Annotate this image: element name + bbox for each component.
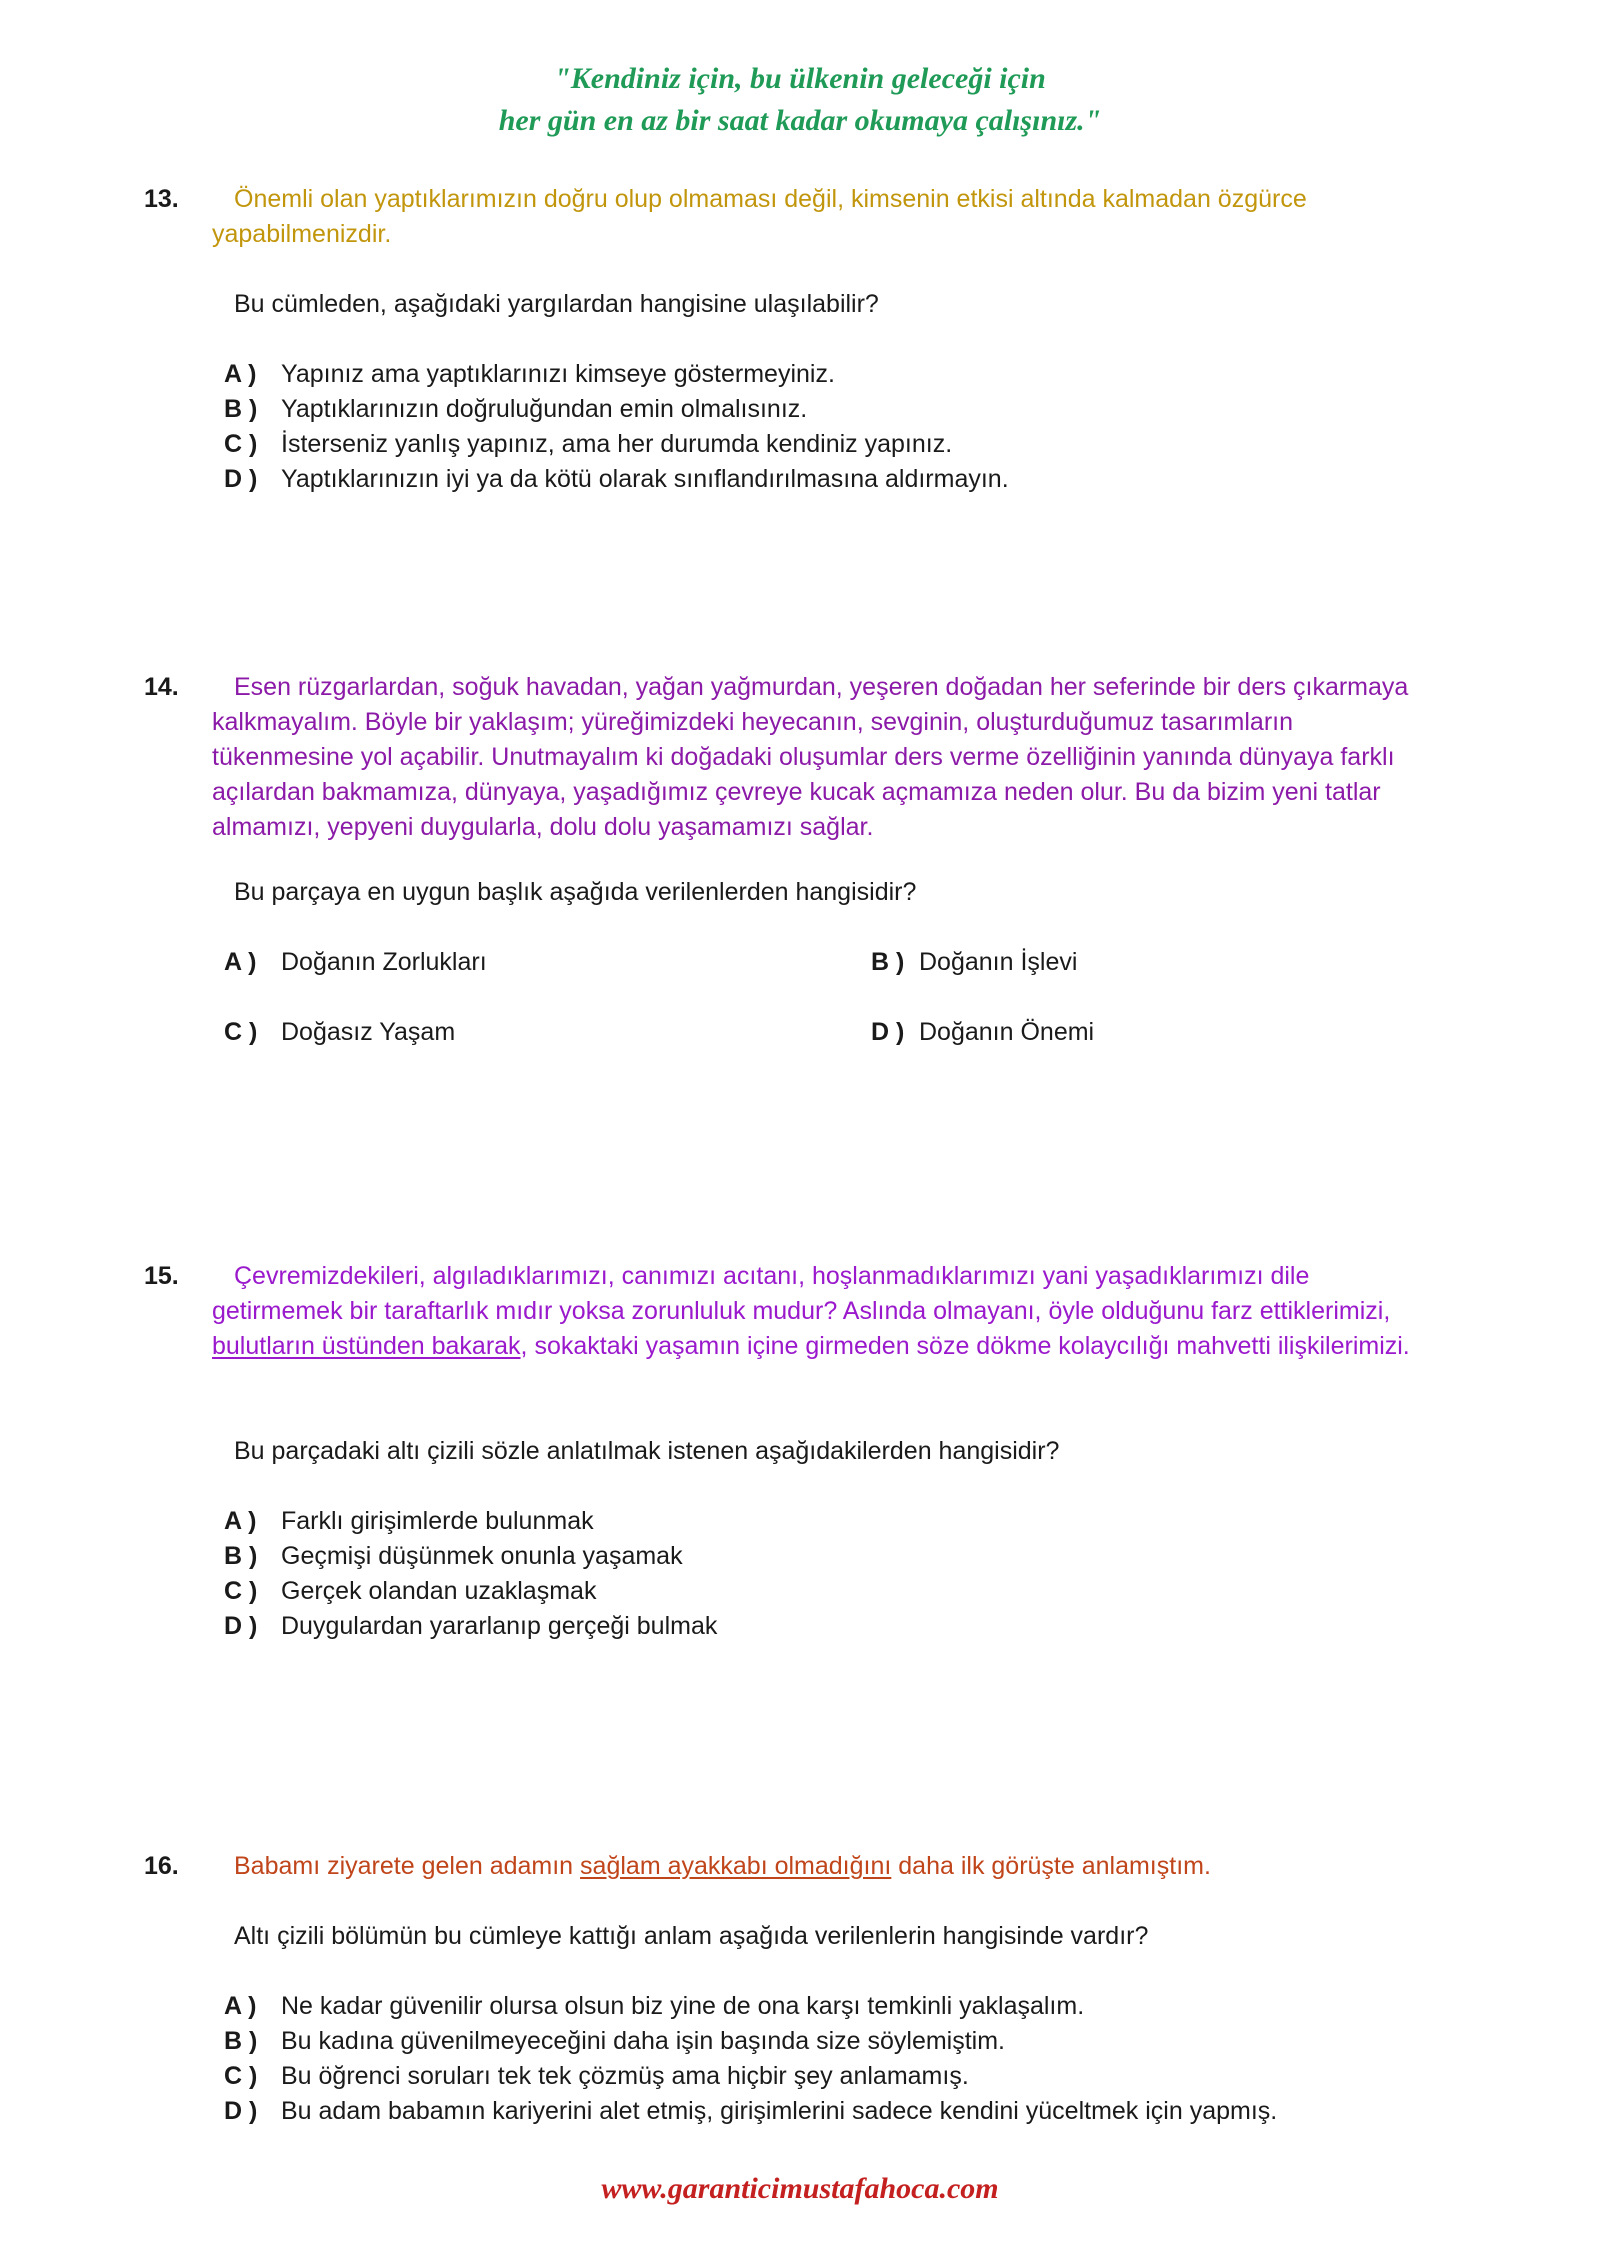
option-a[interactable] <box>224 1504 594 1539</box>
option-b[interactable] <box>224 392 807 427</box>
option-text: Farklı girişimlerde bulunmak <box>281 1507 594 1535</box>
option-d[interactable] <box>224 2094 1277 2129</box>
option-letter: D ) <box>224 465 258 493</box>
option-b[interactable] <box>871 945 1077 980</box>
option-text: Gerçek olandan uzaklaşmak <box>281 1577 597 1605</box>
option-text: Ne kadar güvenilir olursa olsun biz yine de ona karşı temkinli yaklaşalım. <box>281 1992 1085 2020</box>
option-text: Bu öğrenci soruları tek tek çözmüş ama hiçbir şey anlamamış. <box>281 2062 969 2090</box>
question-passage: Önemli olan yaptıklarımızın doğru olup olmaması değil, kimsenin etkisi altında kalmadan özgürce yapabilmenizdir. <box>212 185 1307 248</box>
option-letter: D ) <box>224 1612 258 1640</box>
question-number: 14. <box>144 673 179 701</box>
passage-text: Çevremizdekileri, algıladıklarımızı, canımızı acıtanı, hoşlanmadıklarımızı yani yaşadıklarımızı dile getirmemek bir taraftarlık mıdır yoksa zorunluluk mudur? Aslında olmayanı, öyle olduğunu farz ettiklerimizi, <box>212 1262 1391 1325</box>
question-number: 15. <box>144 1262 179 1290</box>
question-stem: Altı çizili bölümün bu cümleye kattığı anlam aşağıda verilenlerin hangisinde vardır? <box>234 1922 1149 1950</box>
option-letter: A ) <box>224 948 257 976</box>
question-stem: Bu parçaya en uygun başlık aşağıda verilenlerden hangisidir? <box>234 878 917 906</box>
option-text: Yaptıklarınızın iyi ya da kötü olarak sınıflandırılmasına aldırmayın. <box>281 465 1009 493</box>
option-a[interactable] <box>224 1989 1084 2024</box>
option-letter: C ) <box>224 430 258 458</box>
question-passage <box>212 1259 1412 1364</box>
question-stem: Bu parçadaki altı çizili sözle anlatılmak istenen aşağıdakilerden hangisidir? <box>234 1437 1060 1465</box>
option-letter: B ) <box>224 2027 258 2055</box>
option-c[interactable] <box>224 2059 969 2094</box>
passage-text: , sokaktaki yaşamın içine girmeden söze dökme kolaycılığı mahvetti ilişkilerimizi. <box>520 1332 1410 1360</box>
passage-text: daha ilk görüşte anlamıştım. <box>891 1852 1211 1880</box>
option-c[interactable] <box>224 1015 455 1050</box>
option-letter: A ) <box>224 360 257 388</box>
option-text: Yaptıklarınızın doğruluğundan emin olmalısınız. <box>281 395 808 423</box>
question-number: 16. <box>144 1852 179 1880</box>
question-stem: Bu cümleden, aşağıdaki yargılardan hangisine ulaşılabilir? <box>234 290 879 318</box>
passage-text: Babamı ziyarete gelen adamın <box>234 1852 581 1880</box>
question-passage: Esen rüzgarlardan, soğuk havadan, yağan yağmurdan, yeşeren doğadan her seferinde bir ders çıkarmaya kalkmayalım. Böyle bir yaklaşım; yüreğimizdeki heyecanın, sevginin, oluşturduğumuz tasarımların tükenmesine yol açabilir. Unutmayalım ki doğadaki oluşumlar ders verme özelliğinin yanında dünyaya farklı açılardan bakmamıza, dünyaya, yaşadığımız çevreye kucak açmamıza neden olur. Bu da bizim yeni tatlar almamızı, yepyeni duygularla, dolu dolu yaşamamızı sağlar. <box>212 673 1409 841</box>
option-text: Yapınız ama yaptıklarınızı kimseye göstermeyiniz. <box>281 360 835 388</box>
underlined-phrase: bulutların üstünden bakarak <box>212 1332 521 1360</box>
option-b[interactable] <box>224 1539 683 1574</box>
option-letter: A ) <box>224 1507 257 1535</box>
option-text: Bu kadına güvenilmeyeceğini daha işin başında size söylemiştim. <box>281 2027 1005 2055</box>
option-letter: B ) <box>224 395 258 423</box>
motto-header <box>0 58 1600 142</box>
option-letter: A ) <box>224 1992 257 2020</box>
option-text: İsterseniz yanlış yapınız, ama her durumda kendiniz yapınız. <box>281 430 953 458</box>
option-d[interactable] <box>224 1609 717 1644</box>
question-number: 13. <box>144 185 179 213</box>
option-text: Geçmişi düşünmek onunla yaşamak <box>281 1542 683 1570</box>
option-text: Duygulardan yararlanıp gerçeği bulmak <box>281 1612 718 1640</box>
option-letter: B ) <box>871 948 905 976</box>
option-text: Bu adam babamın kariyerini alet etmiş, girişimlerini sadece kendini yüceltmek için yapmış. <box>281 2097 1278 2125</box>
option-c[interactable] <box>224 1574 596 1609</box>
option-letter: B ) <box>224 1542 258 1570</box>
option-a[interactable] <box>224 357 835 392</box>
motto-line-2: her gün en az bir saat kadar okumaya çalışınız." <box>498 104 1102 137</box>
question-passage <box>212 1849 1412 1884</box>
option-c[interactable] <box>224 427 952 462</box>
option-text: Doğanın İşlevi <box>919 948 1078 976</box>
option-d[interactable] <box>871 1015 1094 1050</box>
option-letter: C ) <box>224 1577 258 1605</box>
underlined-phrase: sağlam ayakkabı olmadığını <box>580 1852 892 1880</box>
website-footer[interactable]: www.garanticimustafahoca.com <box>601 2172 999 2205</box>
option-text: Doğanın Zorlukları <box>281 948 487 976</box>
option-a[interactable] <box>224 945 487 980</box>
option-letter: C ) <box>224 2062 258 2090</box>
option-d[interactable] <box>224 462 1009 497</box>
option-letter: D ) <box>871 1018 905 1046</box>
option-text: Doğasız Yaşam <box>281 1018 456 1046</box>
option-letter: D ) <box>224 2097 258 2125</box>
motto-line-1: "Kendiniz için, bu ülkenin geleceği için <box>554 62 1046 95</box>
option-text: Doğanın Önemi <box>919 1018 1095 1046</box>
option-b[interactable] <box>224 2024 1005 2059</box>
option-letter: C ) <box>224 1018 258 1046</box>
